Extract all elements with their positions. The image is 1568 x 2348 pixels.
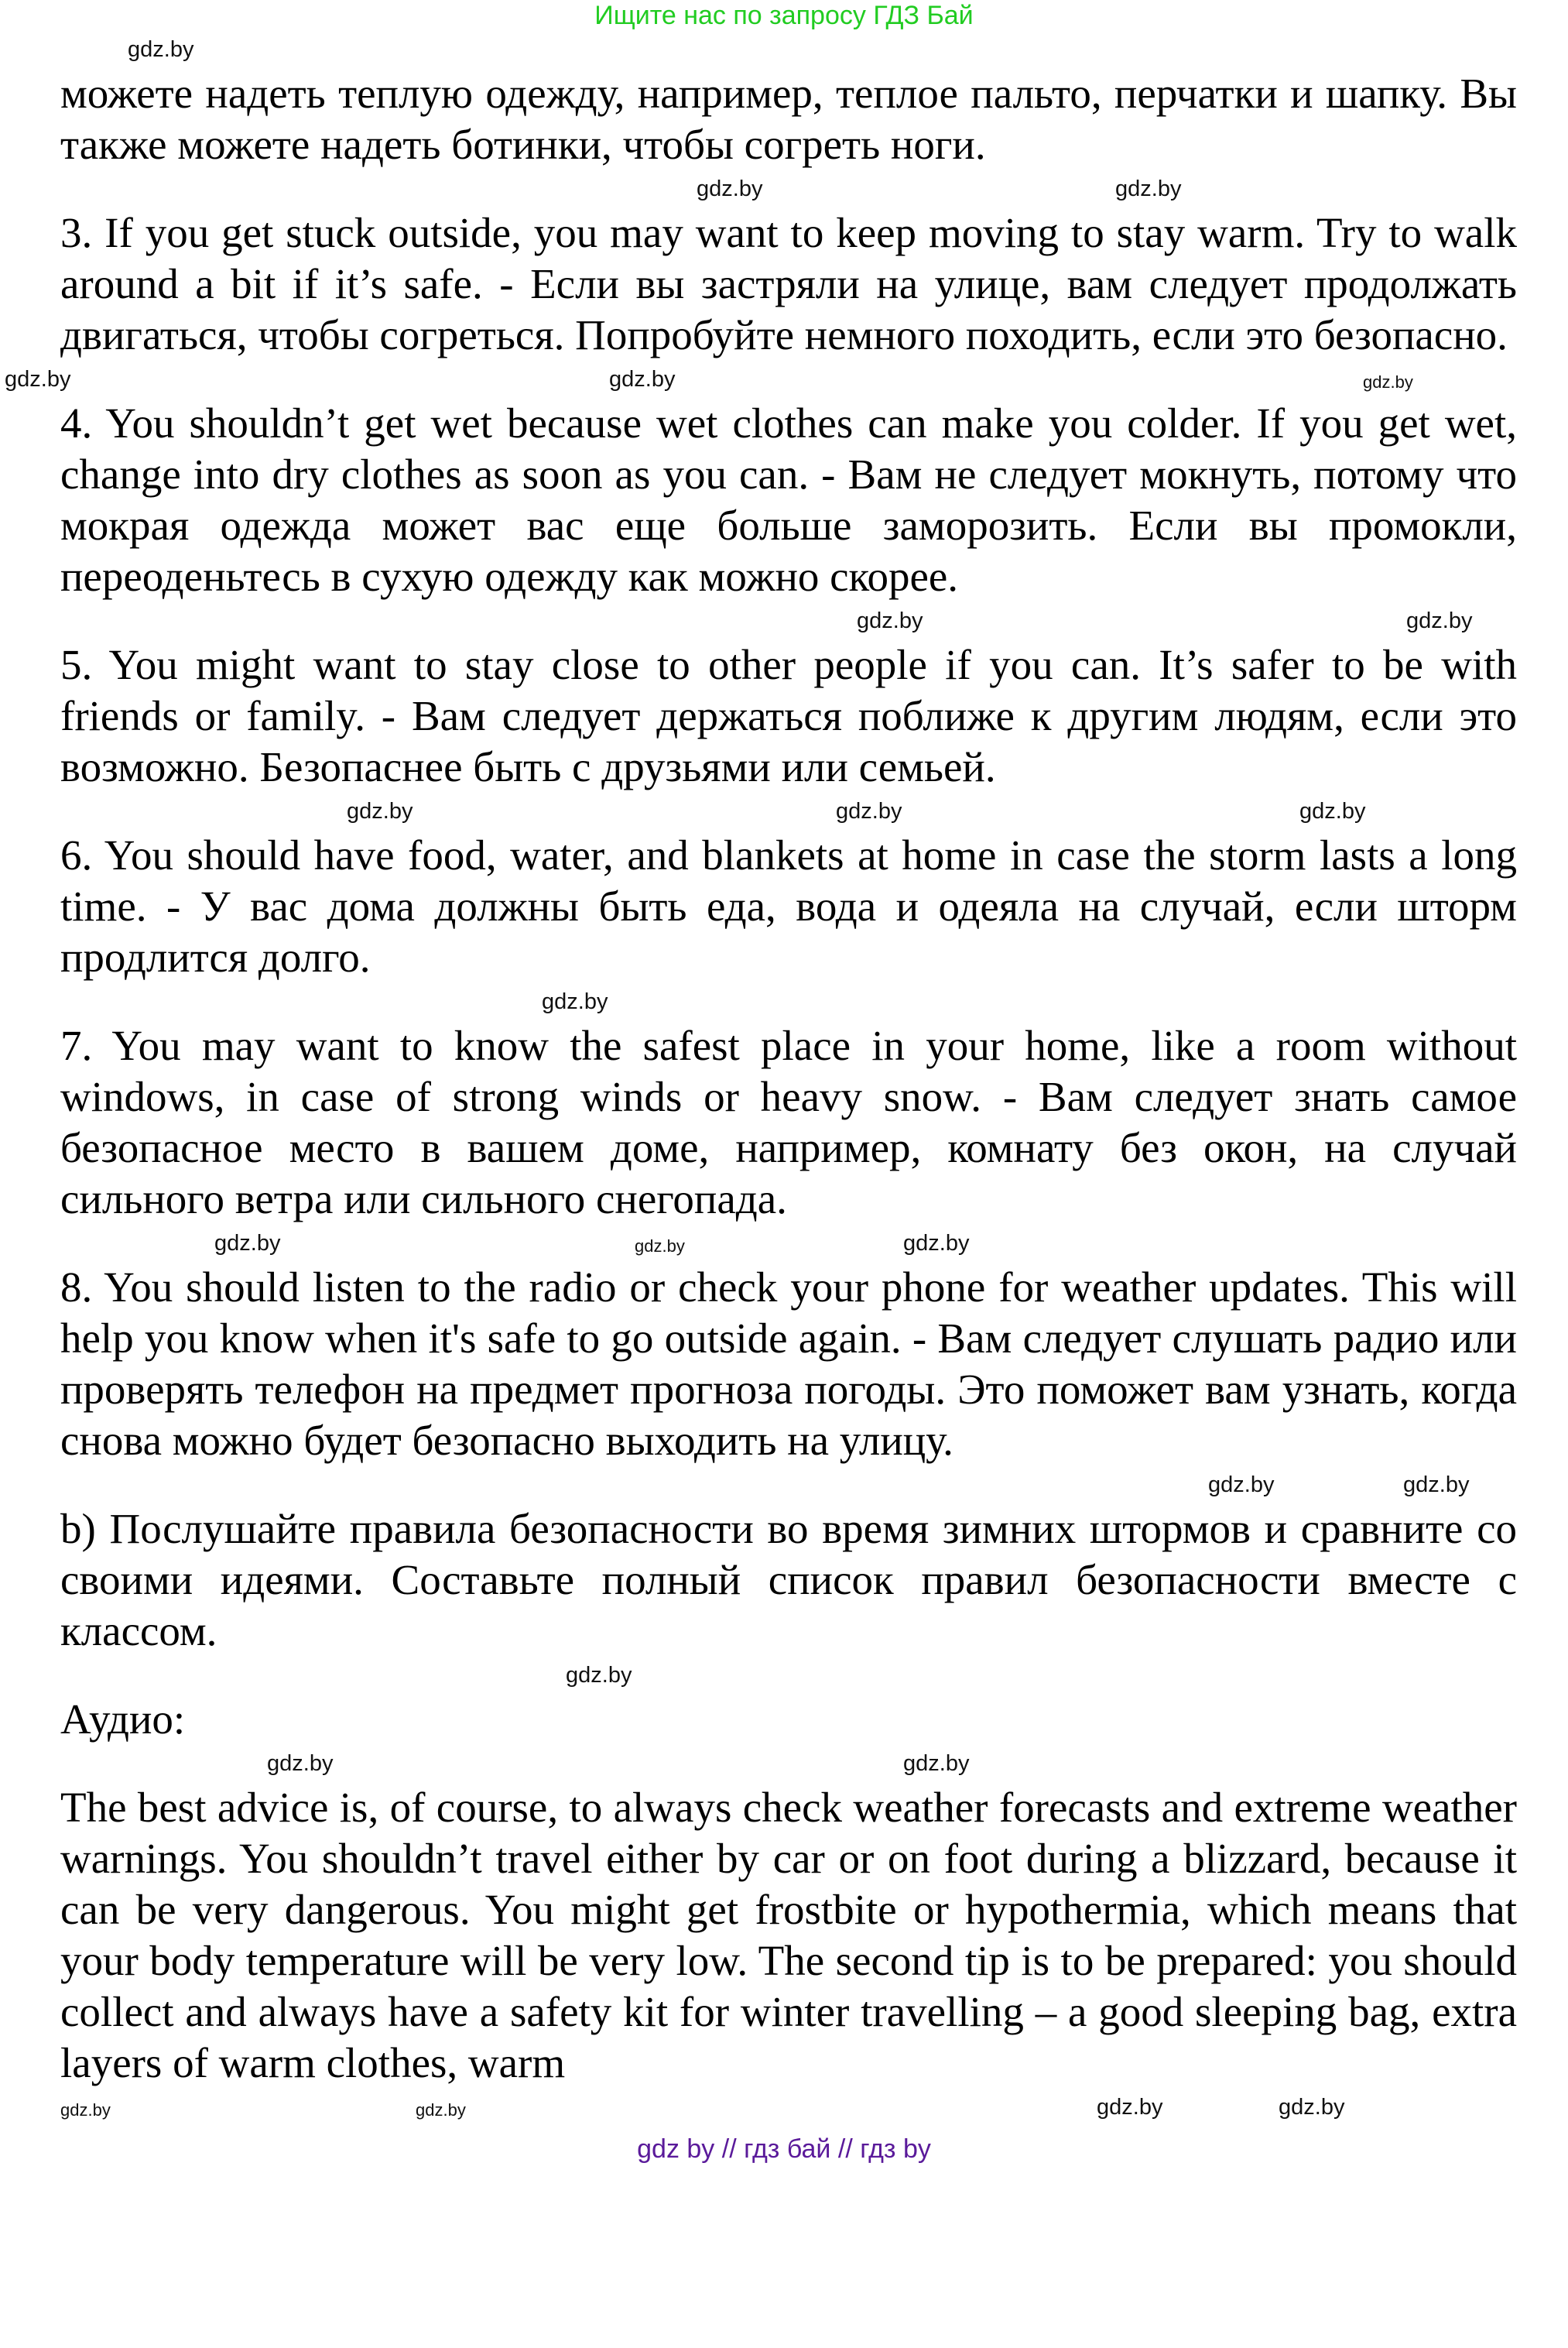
- watermark: gdz.by: [60, 2100, 111, 2120]
- watermark: gdz.by: [697, 177, 763, 201]
- watermark: gdz.by: [1299, 799, 1366, 824]
- paragraph-2-tail: можете надеть теплую одежду, например, теплое пальто, перчатки и шапку. Вы также можете надеть ботинки, чтобы согреть ноги.: [60, 70, 1517, 168]
- paragraph-5: 5. You might want to stay close to other people if you can. It’s safer to be with friends or family. - Вам следует держаться поближе к другим людям, если это возможно. Безопаснее быть с друзьями или семьей.: [60, 641, 1517, 790]
- watermark: gdz.by: [836, 799, 902, 824]
- task-b: b) Послушайте правила безопасности во время зимних штормов и сравните со своими идеями. Составьте полный список правил безопасности вместе с классом.: [60, 1505, 1517, 1654]
- watermark: gdz.by: [1208, 1472, 1275, 1497]
- paragraph-3: 3. If you get stuck outside, you may want to keep moving to stay warm. Try to walk around a bit if it’s safe. - Если вы застряли на улице, вам следует продолжать двигаться, чтобы согреться. Попробуйте немного походить, если это безопасно.: [60, 209, 1517, 358]
- audio-transcript: The best advice is, of course, to always check weather forecasts and extreme weather warnings. You shouldn’t travel either by car or on foot during a blizzard, because it can be very dangerous. You might get frostbite or hypothermia, which means that your body temperature will be very low. The second tip is to be prepared: you should collect and always have a safety kit for winter travelling – a good sleeping bag, extra layers of warm clothes, warm: [60, 1784, 1517, 2086]
- watermark-row: [0, 1466, 1568, 1503]
- search-banner: Ищите нас по запросу ГДЗ Бай: [594, 1, 974, 30]
- watermark: gdz.by: [347, 799, 413, 824]
- watermark-row: [0, 983, 1568, 1020]
- watermark: gdz.by: [1406, 608, 1473, 633]
- watermark: gdz.by: [635, 1236, 685, 1256]
- watermark: gdz.by: [903, 1231, 970, 1256]
- watermark: gdz.by: [128, 37, 194, 62]
- watermark: gdz.by: [1403, 1472, 1470, 1497]
- watermark: gdz.by: [5, 367, 71, 392]
- watermark-row: [0, 1225, 1568, 1262]
- watermark: gdz.by: [857, 608, 923, 633]
- watermark-row: [0, 31, 1568, 68]
- footer-links: gdz by // гдз бай // гдз by: [637, 2134, 931, 2164]
- watermark-row: [0, 1745, 1568, 1782]
- audio-label: Аудио:: [60, 1695, 186, 1743]
- watermark-row: [0, 170, 1568, 207]
- watermark: gdz.by: [903, 1751, 970, 1776]
- paragraph-4: 4. You shouldn’t get wet because wet clothes can make you colder. If you get wet, change into dry clothes as soon as you can. - Вам не следует мокнуть, потому что мокрая одежда может вас еще больше заморозить. Если вы промокли, переоденьтесь в сухую одежду как можно скорее.: [60, 399, 1517, 600]
- watermark-row: [0, 2089, 1568, 2126]
- watermark-row: [0, 602, 1568, 639]
- watermark: gdz.by: [1279, 2095, 1345, 2120]
- watermark: gdz.by: [566, 1663, 632, 1688]
- watermark: gdz.by: [416, 2100, 466, 2120]
- paragraph-7: 7. You may want to know the safest place in your home, like a room without windows, in case of strong winds or heavy snow. - Вам следует знать самое безопасное место в вашем доме, например, комнату без окон, на случай сильного ветра или сильного снегопада.: [60, 1022, 1517, 1222]
- watermark: gdz.by: [1363, 372, 1413, 392]
- paragraph-8: 8. You should listen to the radio or check your phone for weather updates. This will help you know when it's safe to go outside again. - Вам следует слушать радио или проверять телефон на предмет прогноза погоды. Это поможет вам узнать, когда снова можно будет безопасно выходить на улицу.: [60, 1263, 1517, 1464]
- watermark-row: [0, 793, 1568, 830]
- watermark-row: [0, 1657, 1568, 1694]
- watermark-row: [0, 361, 1568, 398]
- watermark: gdz.by: [214, 1231, 281, 1256]
- watermark: gdz.by: [1115, 177, 1182, 201]
- watermark: gdz.by: [542, 989, 608, 1014]
- watermark: gdz.by: [609, 367, 676, 392]
- paragraph-6: 6. You should have food, water, and blankets at home in case the storm lasts a long time. - У вас дома должны быть еда, вода и одеяла на случай, если шторм продлится долго.: [60, 831, 1517, 981]
- watermark: gdz.by: [267, 1751, 334, 1776]
- watermark: gdz.by: [1097, 2095, 1163, 2120]
